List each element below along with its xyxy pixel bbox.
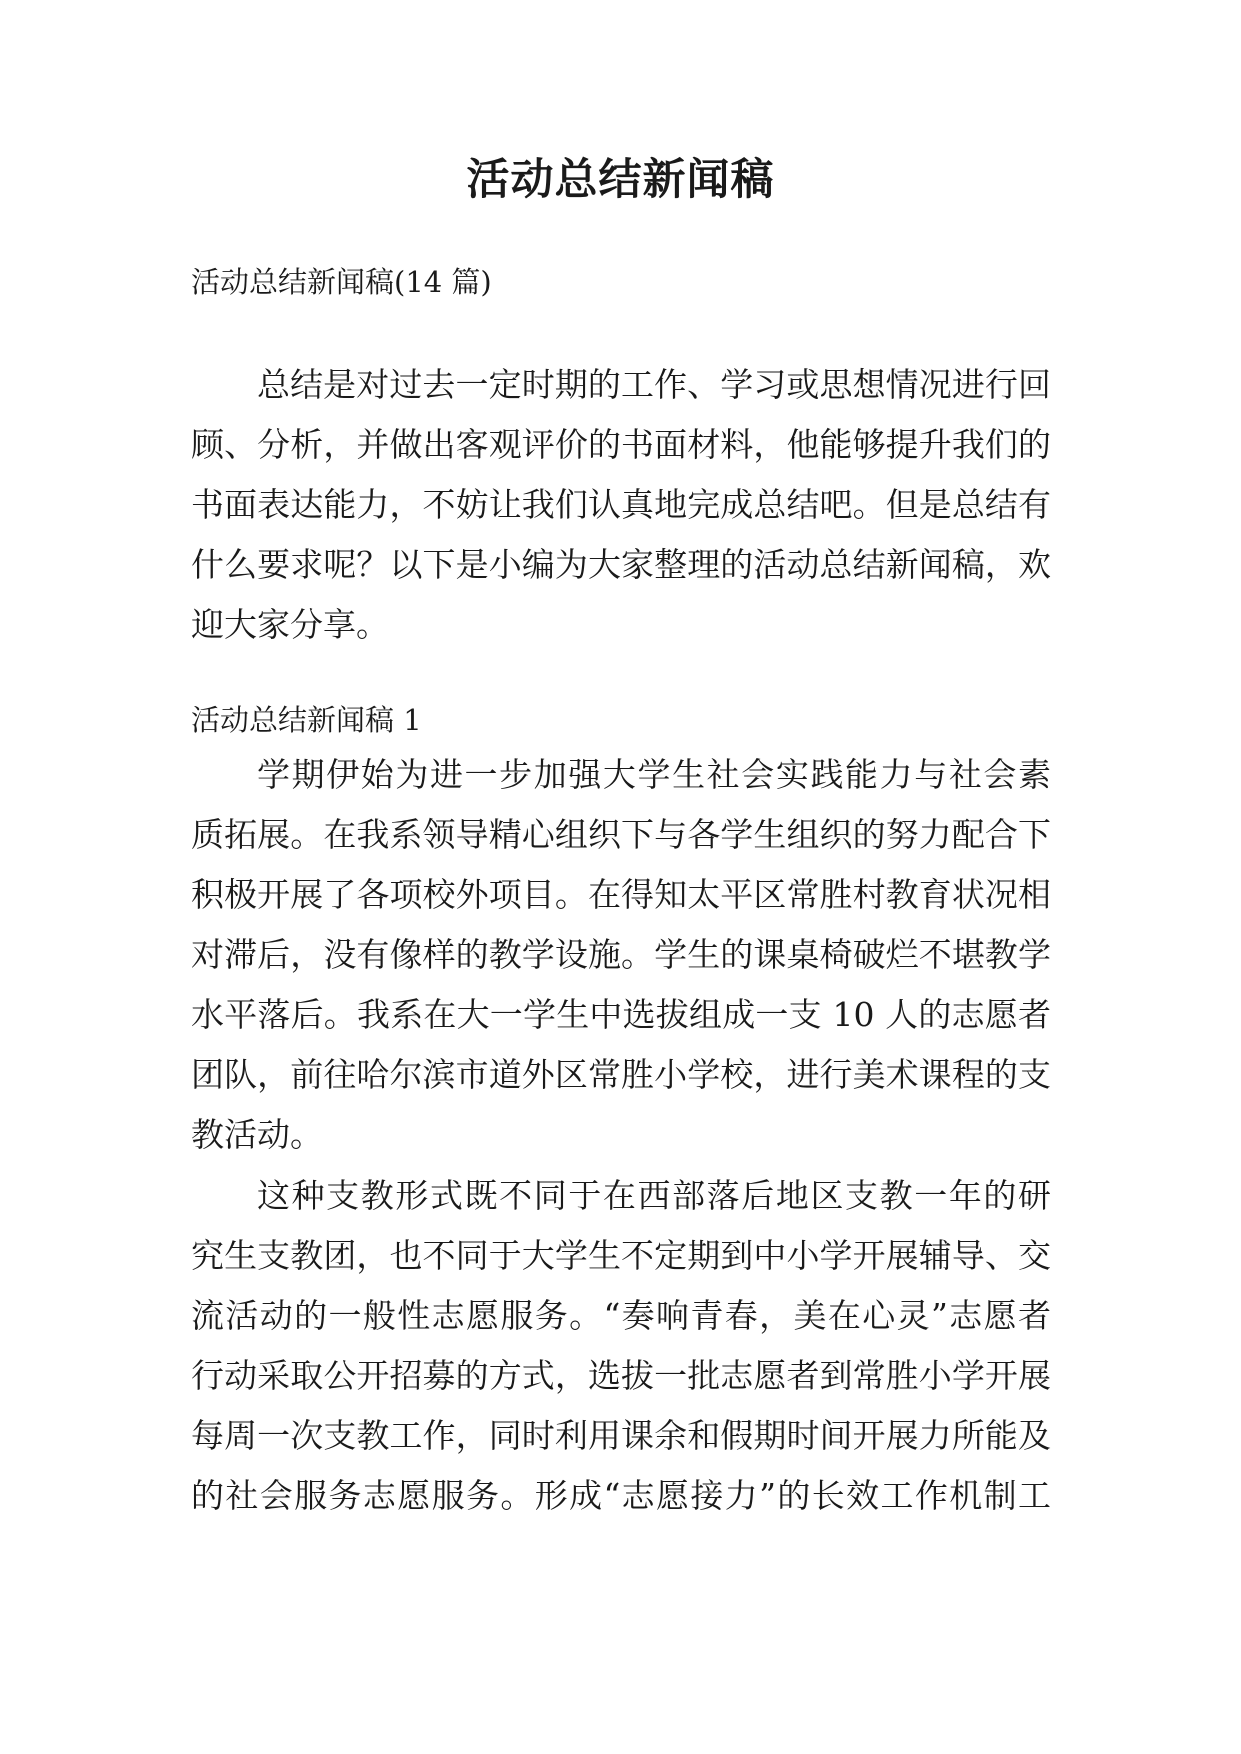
paragraph-line: 学期伊始为进一步加强大学生社会实践能力与社会素 bbox=[257, 755, 1051, 794]
paragraph-line: 迎大家分享。 bbox=[191, 605, 389, 644]
paragraph-line: 每周一次支教工作，同时利用课余和假期时间开展力所能及 bbox=[191, 1416, 1051, 1455]
paragraph-line: 什么要求呢？以下是小编为大家整理的活动总结新闻稿，欢 bbox=[191, 545, 1051, 584]
paragraph-line: 对滞后，没有像样的教学设施。学生的课桌椅破烂不堪教学 bbox=[191, 935, 1051, 974]
paragraph-line: 总结是对过去一定时期的工作、学习或思想情况进行回 bbox=[257, 365, 1051, 404]
paragraph-line: 究生支教团，也不同于大学生不定期到中小学开展辅导、交 bbox=[191, 1236, 1051, 1275]
document-subtitle: 活动总结新闻稿(14 篇) bbox=[191, 265, 492, 299]
paragraph-line: 这种支教形式既不同于在西部落后地区支教一年的研 bbox=[257, 1176, 1051, 1215]
paragraph-line: 教活动。 bbox=[191, 1115, 323, 1154]
paragraph-line: 书面表达能力，不妨让我们认真地完成总结吧。但是总结有 bbox=[191, 485, 1051, 524]
paragraph-line: 水平落后。我系在大一学生中选拔组成一支 10 人的志愿者 bbox=[191, 995, 1051, 1034]
intro-paragraph bbox=[191, 355, 1051, 655]
section-heading-1: 活动总结新闻稿 1 bbox=[191, 703, 422, 737]
paragraph-line: 质拓展。在我系领导精心组织下与各学生组织的努力配合下 bbox=[191, 815, 1051, 854]
paragraph-line: 行动采取公开招募的方式，选拔一批志愿者到常胜小学开展 bbox=[191, 1356, 1051, 1395]
section1-paragraph-1 bbox=[191, 745, 1051, 1165]
paragraph-line: 的社会服务志愿服务。形成“志愿接力”的长效工作机制工 bbox=[191, 1476, 1051, 1515]
paragraph-line: 积极开展了各项校外项目。在得知太平区常胜村教育状况相 bbox=[191, 875, 1051, 914]
section1-paragraph-2 bbox=[191, 1166, 1051, 1526]
document-title: 活动总结新闻稿 bbox=[466, 155, 775, 205]
paragraph-line: 流活动的一般性志愿服务。“奏响青春，美在心灵”志愿者 bbox=[191, 1296, 1051, 1335]
paragraph-line: 顾、分析，并做出客观评价的书面材料，他能够提升我们的 bbox=[191, 425, 1051, 464]
paragraph-line: 团队，前往哈尔滨市道外区常胜小学校，进行美术课程的支 bbox=[191, 1055, 1051, 1094]
